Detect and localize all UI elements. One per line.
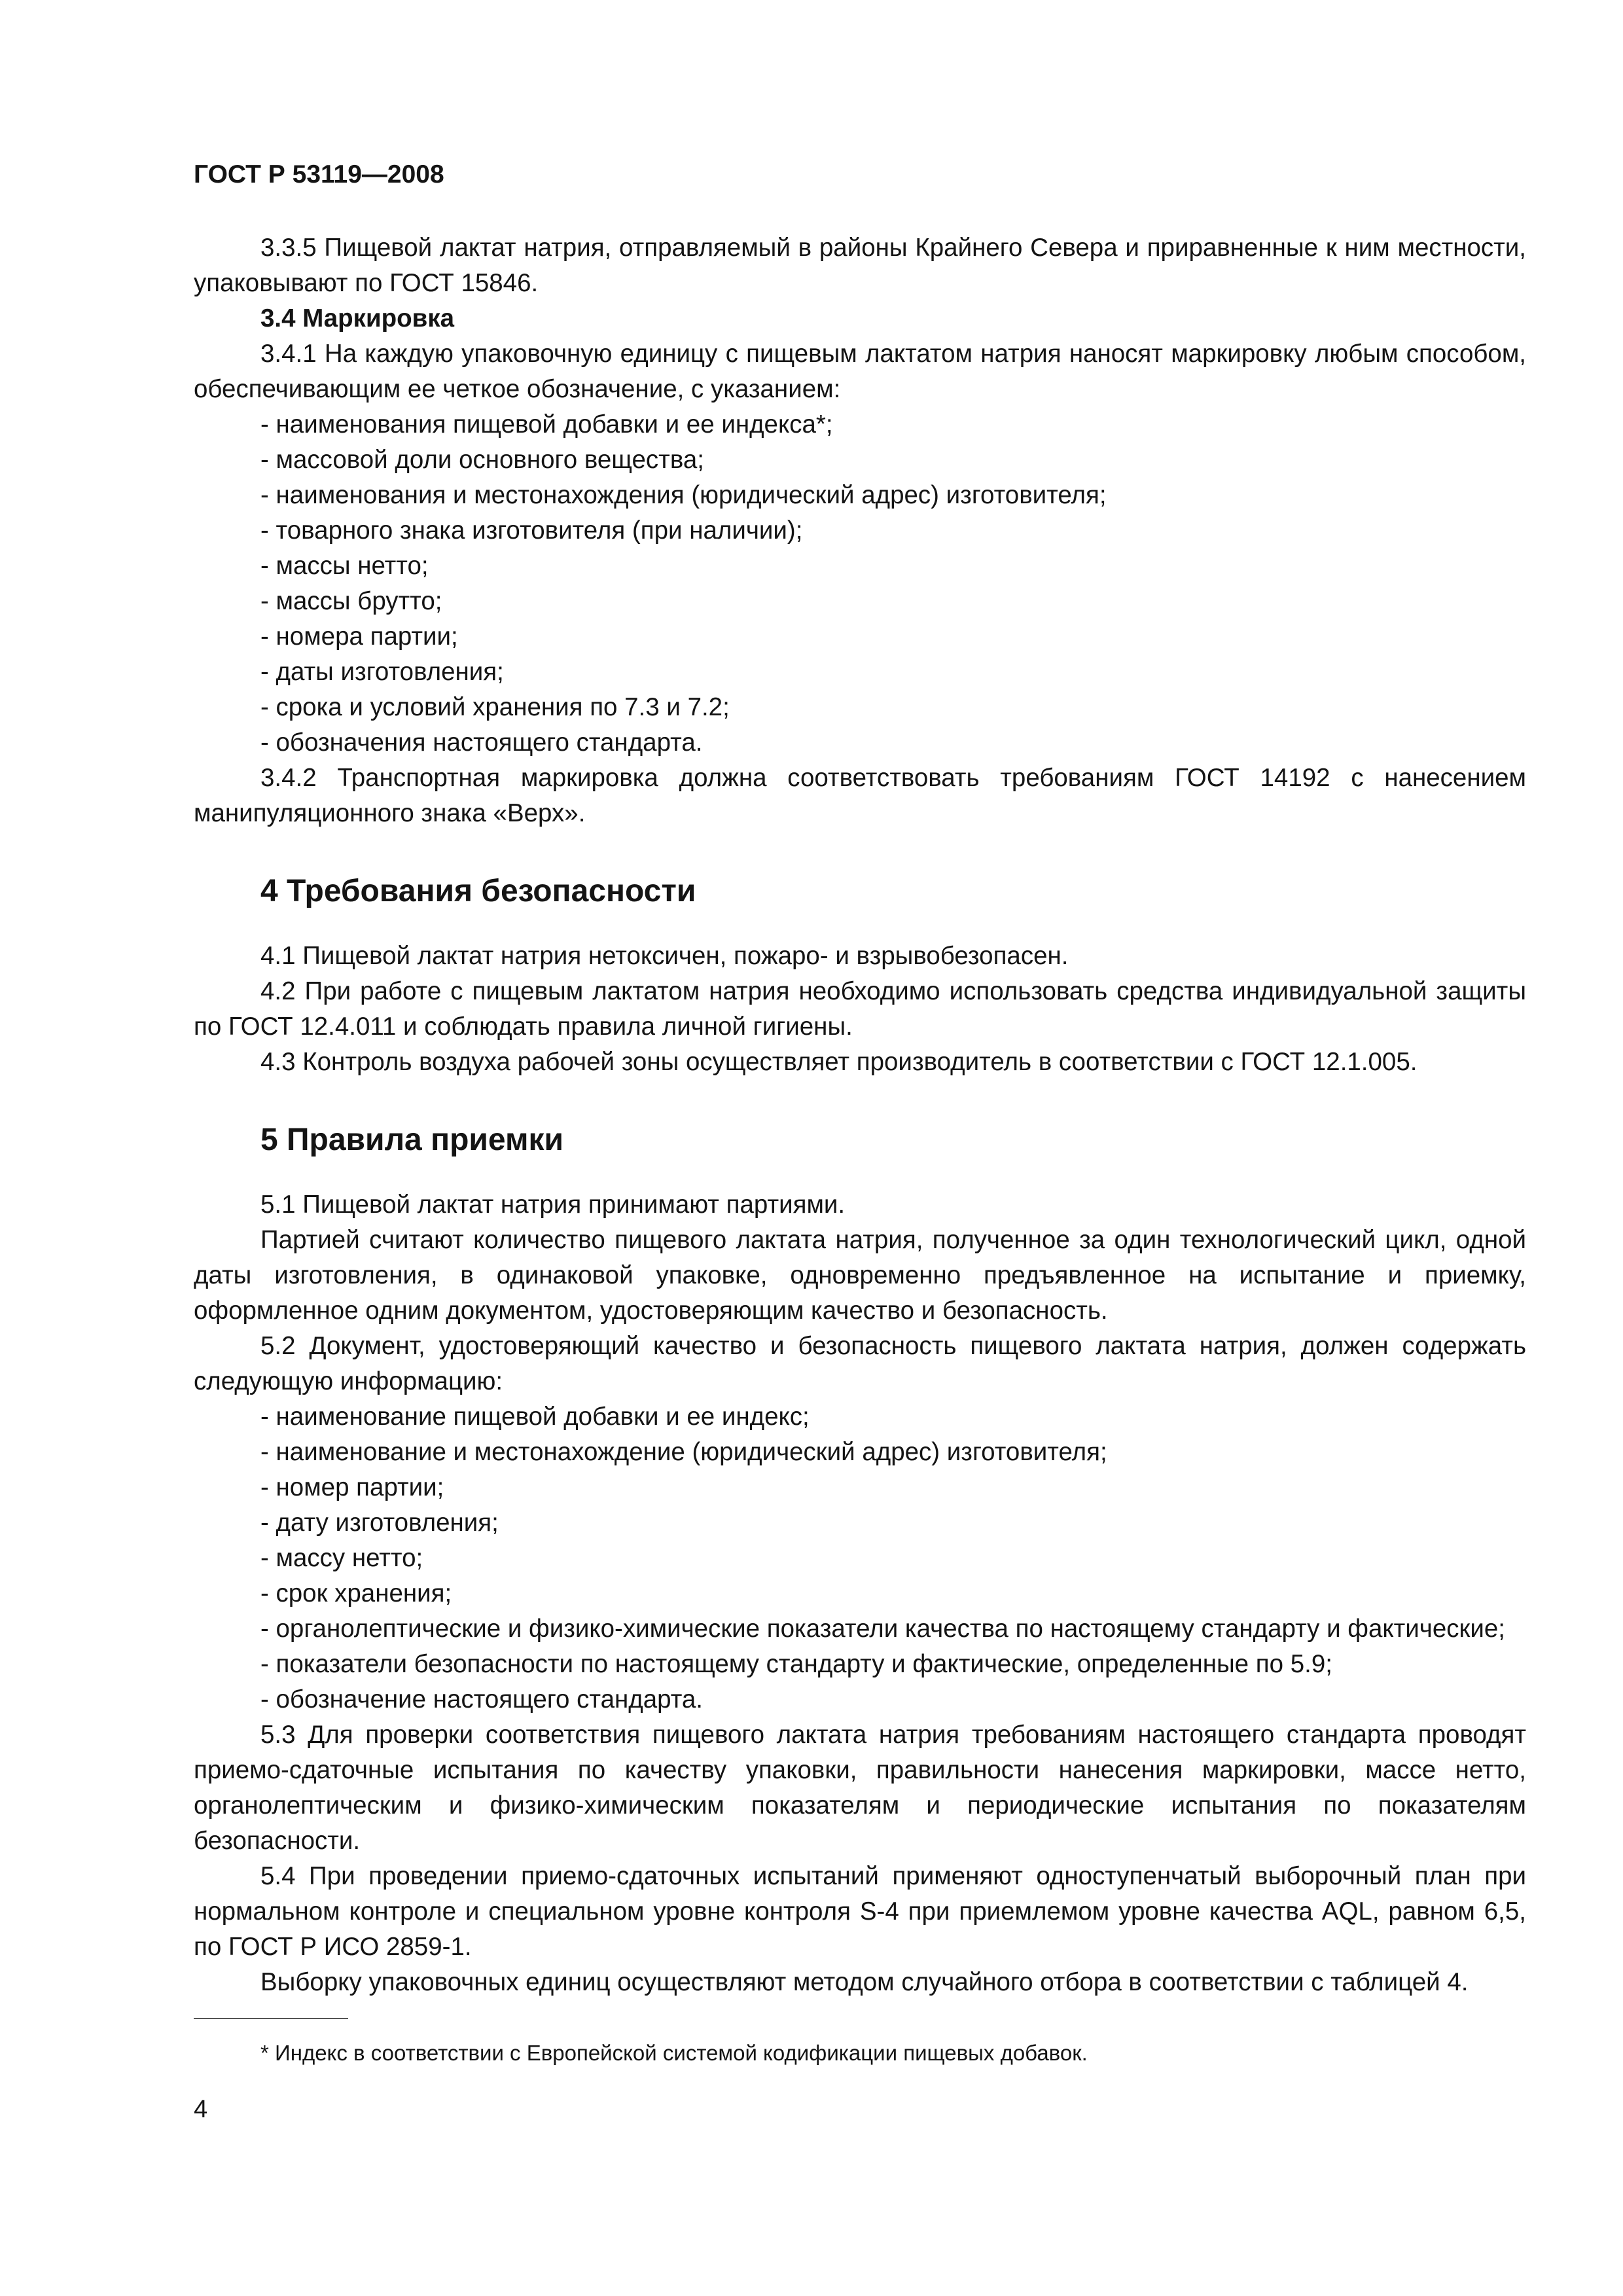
paragraph: 3.3.5 Пищевой лактат натрия, отправляемый в районы Крайнего Севера и приравненные к ним местности, упаковывают по ГОСТ 15846.: [194, 234, 1526, 297]
footnote: * Индекс в соответствии с Европейской системой кодификации пищевых добавок.: [260, 2041, 1088, 2065]
document-header: ГОСТ Р 53119—2008: [194, 160, 444, 188]
list-item: - обозначения настоящего стандарта.: [260, 728, 703, 757]
paragraph: 3.4.1 На каждую упаковочную единицу с пищевым лактатом натрия наносят маркировку любым способом, обеспечивающим ее четкое обозначение, с указанием:: [194, 340, 1526, 403]
list-item: - номер партии;: [260, 1473, 444, 1501]
list-item: - показатели безопасности по настоящему стандарту и фактические, определенные по 5.9;: [260, 1650, 1332, 1678]
section-heading: 5 Правила приемки: [260, 1122, 564, 1157]
paragraph: Выборку упаковочных единиц осуществляют методом случайного отбора в соответствии с таблицей 4.: [260, 1968, 1469, 1996]
list-item: - номера партии;: [260, 622, 458, 651]
list-item: - наименование и местонахождение (юридический адрес) изготовителя;: [260, 1438, 1107, 1466]
list-item: - наименования и местонахождения (юридический адрес) изготовителя;: [260, 481, 1107, 509]
paragraph: 5.3 Для проверки соответствия пищевого лактата натрия требованиям настоящего стандарта проводят приемо-сдаточные испытания по качеству упаковки, правильности нанесения маркировки, массе нетто, органолептическим и физико-химическим показателям и периодические испытания по показателям безопасности.: [194, 1721, 1526, 1855]
footnote-separator: [194, 2018, 348, 2019]
paragraph: 5.2 Документ, удостоверяющий качество и безопасность пищевого лактата натрия, должен содержать следующую информацию:: [194, 1332, 1526, 1395]
subsection-heading: 3.4 Маркировка: [260, 304, 455, 332]
paragraph: 4.1 Пищевой лактат натрия нетоксичен, пожаро- и взрывобезопасен.: [260, 942, 1069, 970]
list-item: - даты изготовления;: [260, 658, 504, 686]
paragraph: Партией считают количество пищевого лактата натрия, полученное за один технологический цикл, одной даты изготовления, в одинаковой упаковке, одновременно предъявленное на испытание и приемку, оформленное одним документом, удостоверяющим качество и безопасность.: [194, 1226, 1526, 1325]
section-heading: 4 Требования безопасности: [260, 874, 696, 908]
list-item: - органолептические и физико-химические показатели качества по настоящему стандарту и фактические;: [260, 1615, 1505, 1643]
paragraph: 5.1 Пищевой лактат натрия принимают партиями.: [260, 1191, 846, 1219]
list-item: - товарного знака изготовителя (при наличии);: [260, 516, 803, 545]
list-item: - массы нетто;: [260, 552, 429, 580]
list-item: - срока и условий хранения по 7.3 и 7.2;: [260, 693, 730, 721]
list-item: - наименование пищевой добавки и ее индекс;: [260, 1403, 810, 1431]
paragraph: 3.4.2 Транспортная маркировка должна соответствовать требованиям ГОСТ 14192 с нанесением манипуляционного знака «Верх».: [194, 764, 1526, 827]
list-item: - обозначение настоящего стандарта.: [260, 1685, 704, 1713]
paragraph: 4.3 Контроль воздуха рабочей зоны осуществляет производитель в соответствии с ГОСТ 12.1.005.: [260, 1048, 1418, 1076]
page-body: [194, 157, 1526, 2000]
list-item: - массовой доли основного вещества;: [260, 446, 704, 474]
paragraph: 4.2 При работе с пищевым лактатом натрия необходимо использовать средства индивидуальной защиты по ГОСТ 12.4.011 и соблюдать правила личной гигиены.: [194, 977, 1526, 1041]
list-item: - массу нетто;: [260, 1544, 423, 1572]
list-item: - наименования пищевой добавки и ее индекса*;: [260, 410, 833, 439]
list-item: - дату изготовления;: [260, 1509, 499, 1537]
page-number: 4: [194, 2096, 208, 2123]
document-content: [194, 230, 1526, 2000]
list-item: - срок хранения;: [260, 1579, 452, 1607]
paragraph: 5.4 При проведении приемо-сдаточных испытаний применяют одноступенчатый выборочный план при нормальном контроле и специальном уровне контроля S-4 при приемлемом уровне качества AQL, равном 6,5, по ГОСТ Р ИСО 2859-1.: [194, 1862, 1526, 1961]
list-item: - массы брутто;: [260, 587, 442, 615]
